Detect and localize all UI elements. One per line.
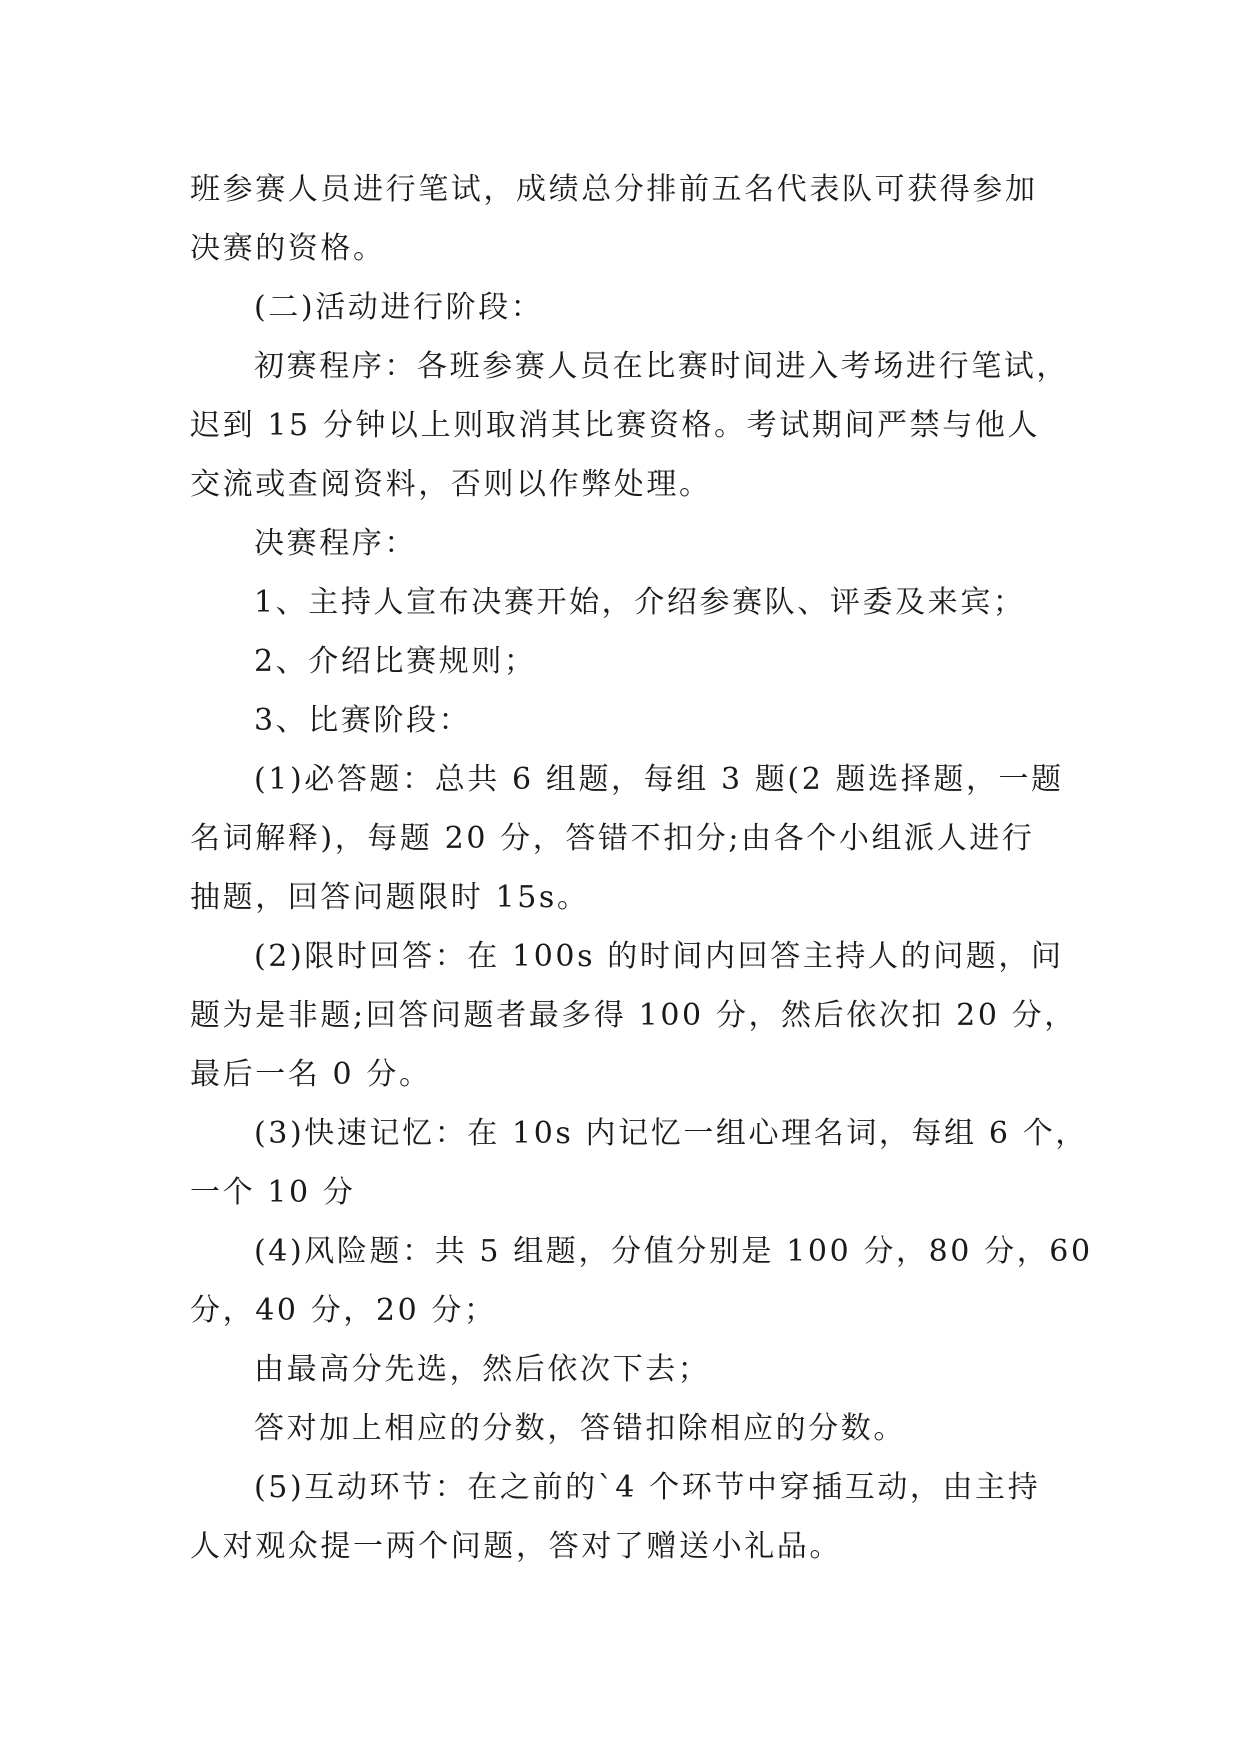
text-line: 答对加上相应的分数，答错扣除相应的分数。 [254, 1411, 906, 1446]
text-line: 1、主持人宣布决赛开始，介绍参赛队、评委及来宾； [254, 585, 1026, 620]
text-line: (4)风险题：共 5 组题，分值分别是 100 分，80 分，60 [254, 1234, 1093, 1269]
paragraph [190, 337, 1090, 514]
text-line: (2)限时回答：在 100s 的时间内回答主持人的问题，问 [254, 939, 1064, 974]
text-line: 初赛程序：各班参赛人员在比赛时间进入考场进行笔试， [254, 349, 1069, 384]
paragraph [190, 278, 1090, 337]
text-line: (1)必答题：总共 6 组题，每组 3 题(2 题选择题，一题 [254, 762, 1064, 797]
text-line: 最后一名 0 分。 [190, 1057, 432, 1092]
text-line: 2、介绍比赛规则； [254, 644, 537, 679]
text-line: 迟到 15 分钟以上则取消其比赛资格。考试期间严禁与他人 [190, 408, 1041, 443]
paragraph [190, 1340, 1090, 1399]
text-line: 3、比赛阶段： [254, 703, 472, 738]
text-line: (5)互动环节：在之前的`4 个环节中穿插互动，由主持 [254, 1470, 1041, 1505]
text-line: 决赛的资格。 [190, 231, 386, 266]
text-line: (3)快速记忆：在 10s 内记忆一组心理名词，每组 6 个， [254, 1116, 1088, 1151]
text-line: 由最高分先选，然后依次下去； [254, 1352, 711, 1387]
paragraph [190, 1222, 1093, 1340]
paragraph [190, 514, 1090, 573]
text-line: 交流或查阅资料，否则以作弊处理。 [190, 467, 712, 502]
paragraph [190, 573, 1090, 632]
paragraph [190, 1104, 1090, 1222]
paragraph [190, 160, 1090, 278]
paragraph [190, 750, 1090, 927]
paragraph [190, 927, 1090, 1104]
text-line: 抽题，回答问题限时 15s。 [190, 880, 590, 915]
paragraph [190, 1399, 1090, 1458]
paragraph [190, 1458, 1090, 1576]
document-body [190, 160, 1093, 1576]
text-line: 分，40 分，20 分； [190, 1293, 497, 1328]
text-line: 人对观众提一两个问题，答对了赠送小礼品。 [190, 1529, 842, 1564]
paragraph [190, 632, 1090, 691]
text-line: (二)活动进行阶段： [254, 290, 544, 325]
text-line: 一个 10 分 [190, 1175, 356, 1210]
text-line: 班参赛人员进行笔试，成绩总分排前五名代表队可获得参加 [190, 172, 1038, 207]
paragraph [190, 691, 1090, 750]
text-line: 决赛程序： [254, 526, 417, 561]
text-line: 题为是非题;回答问题者最多得 100 分，然后依次扣 20 分， [190, 998, 1077, 1033]
text-line: 名词解释)，每题 20 分，答错不扣分;由各个小组派人进行 [190, 821, 1035, 856]
